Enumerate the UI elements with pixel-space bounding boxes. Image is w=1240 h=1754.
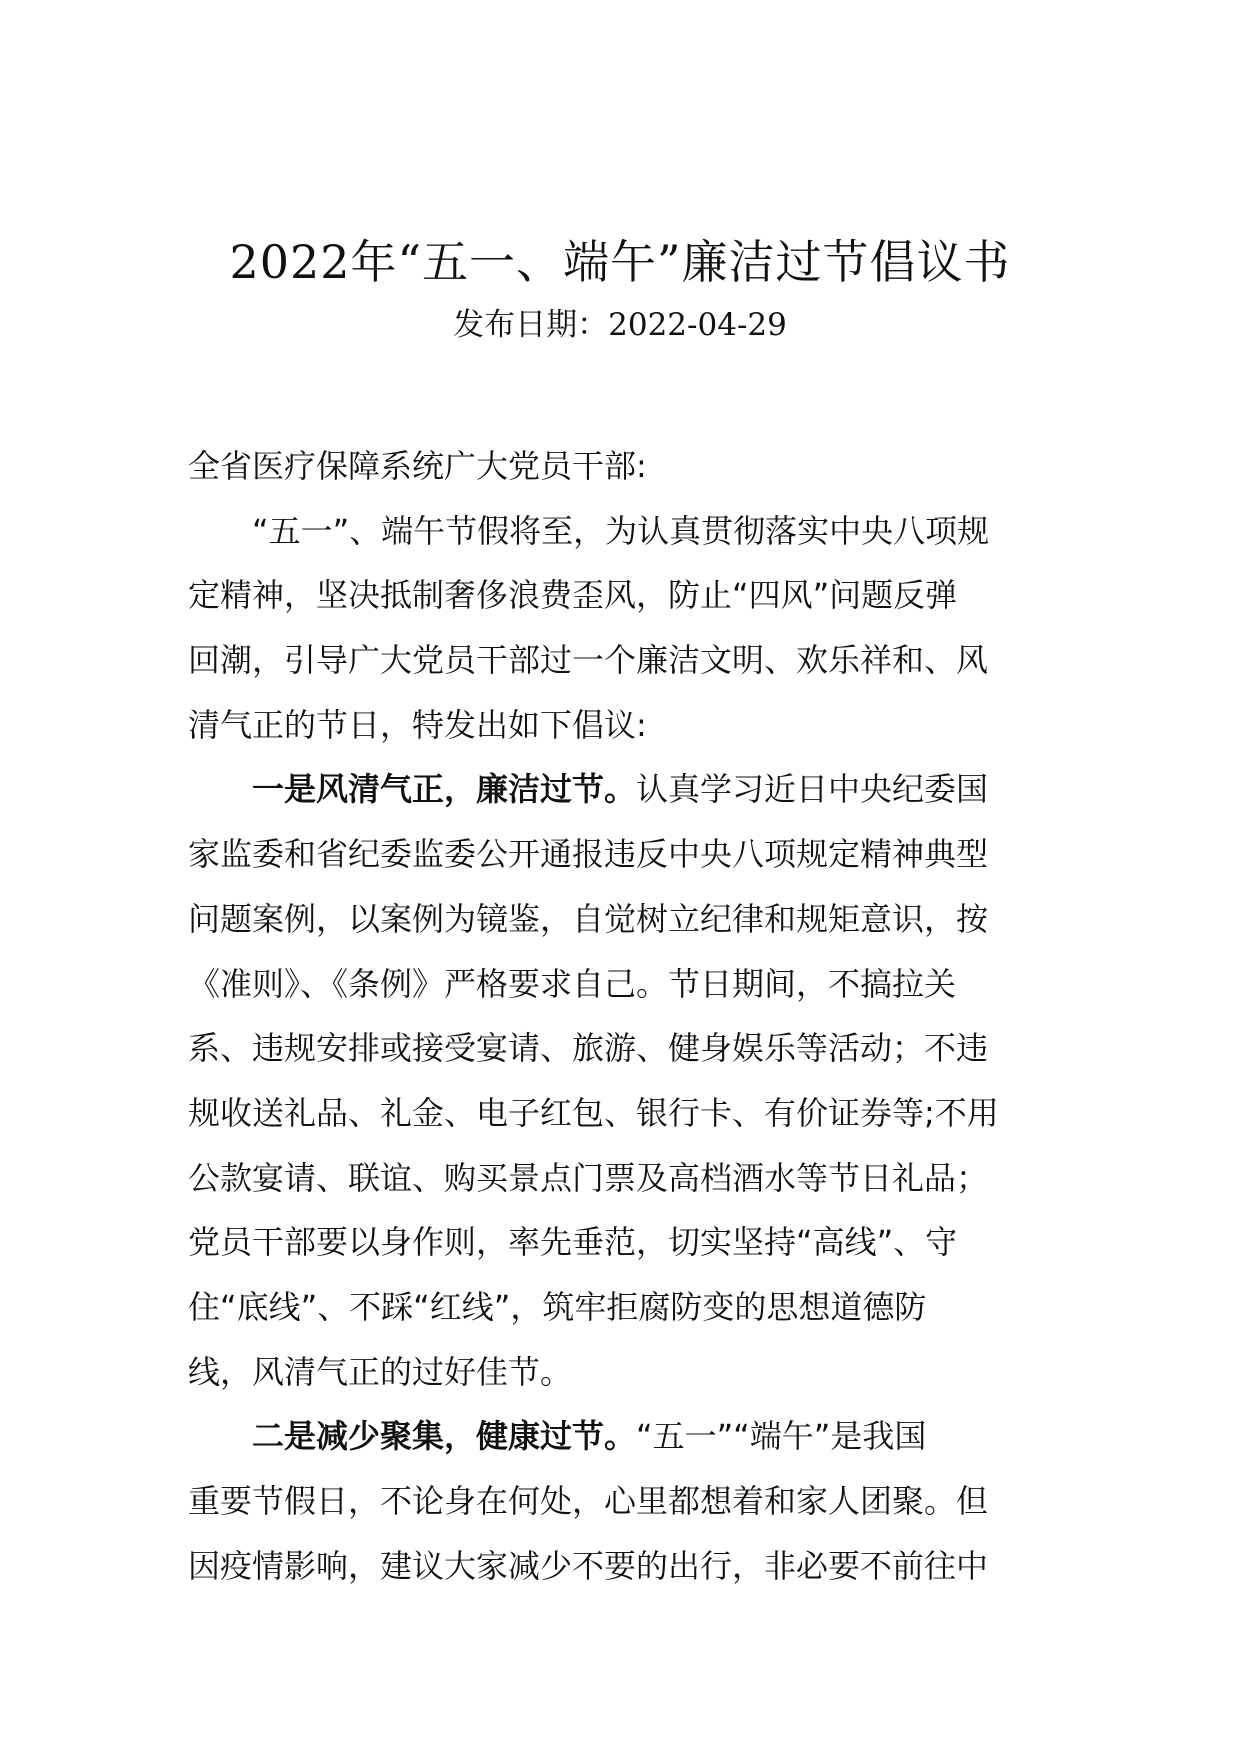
salutation: 全省医疗保障系统广大党员干部:	[188, 447, 647, 485]
paragraph-1-line-3: 回潮，引导广大党员干部过一个廉洁文明、欢乐祥和、风	[188, 641, 989, 680]
paragraph-3-line-1-text: “五一”“端午”是我国	[636, 1417, 927, 1456]
paragraph-2-line-8: 党员干部要以身作则，率先垂范，切实坚持“高线”、守	[188, 1223, 958, 1262]
paragraph-3-line-3: 因疫情影响，建议大家减少不要的出行，非必要不前往中	[188, 1546, 989, 1585]
paragraph-2-line-2: 家监委和省纪委监委公开通报违反中央八项规定精神典型	[188, 835, 989, 874]
paragraph-1-line-4: 清气正的节日，特发出如下倡议:	[188, 705, 647, 744]
paragraph-2-lead: 一是风清气正，廉洁过节。	[252, 770, 637, 809]
paragraph-2-line-3: 问题案例，以案例为镜鉴，自觉树立纪律和规矩意识，按	[188, 899, 989, 938]
paragraph-2-line-1-text: 认真学习近日中央纪委国	[636, 770, 989, 809]
paragraph-2-line-5: 系、违规安排或接受宴请、旅游、健身娱乐等活动；不违	[188, 1029, 989, 1068]
paragraph-1-line-1: “五一”、端午节假将至，为认真贯彻落实中央八项规	[252, 511, 990, 550]
paragraph-2-line-10: 线，风清气正的过好佳节。	[188, 1352, 573, 1391]
paragraph-2-line-1	[188, 757, 1048, 822]
document-title: 2022年“五一、端午”廉洁过节倡议书	[229, 235, 1011, 289]
publish-date: 发布日期：2022-04-29	[453, 307, 787, 343]
paragraph-3-line-2: 重要节假日，不论身在何处，心里都想着和家人团聚。但	[188, 1482, 989, 1520]
document-body	[188, 434, 1048, 1598]
paragraph-2-line-4: 《准则》、《条例》严格要求自己。节日期间，不搞拉关	[188, 964, 957, 1003]
paragraph-3-lead: 二是减少聚集，健康过节。	[252, 1417, 637, 1456]
paragraph-2-line-6: 规收送礼品、礼金、电子红包、银行卡、有价证券等;不用	[188, 1093, 999, 1132]
paragraph-2-line-7: 公款宴请、联谊、购买景点门票及高档酒水等节日礼品；	[188, 1158, 989, 1197]
paragraph-3-line-1	[188, 1404, 1048, 1469]
paragraph-2-line-9: 住“底线”、不踩“红线”，筑牢拒腐防变的思想道德防	[188, 1287, 927, 1326]
paragraph-1-line-2: 定精神，坚决抵制奢侈浪费歪风，防止“四风”问题反弹	[188, 576, 958, 615]
